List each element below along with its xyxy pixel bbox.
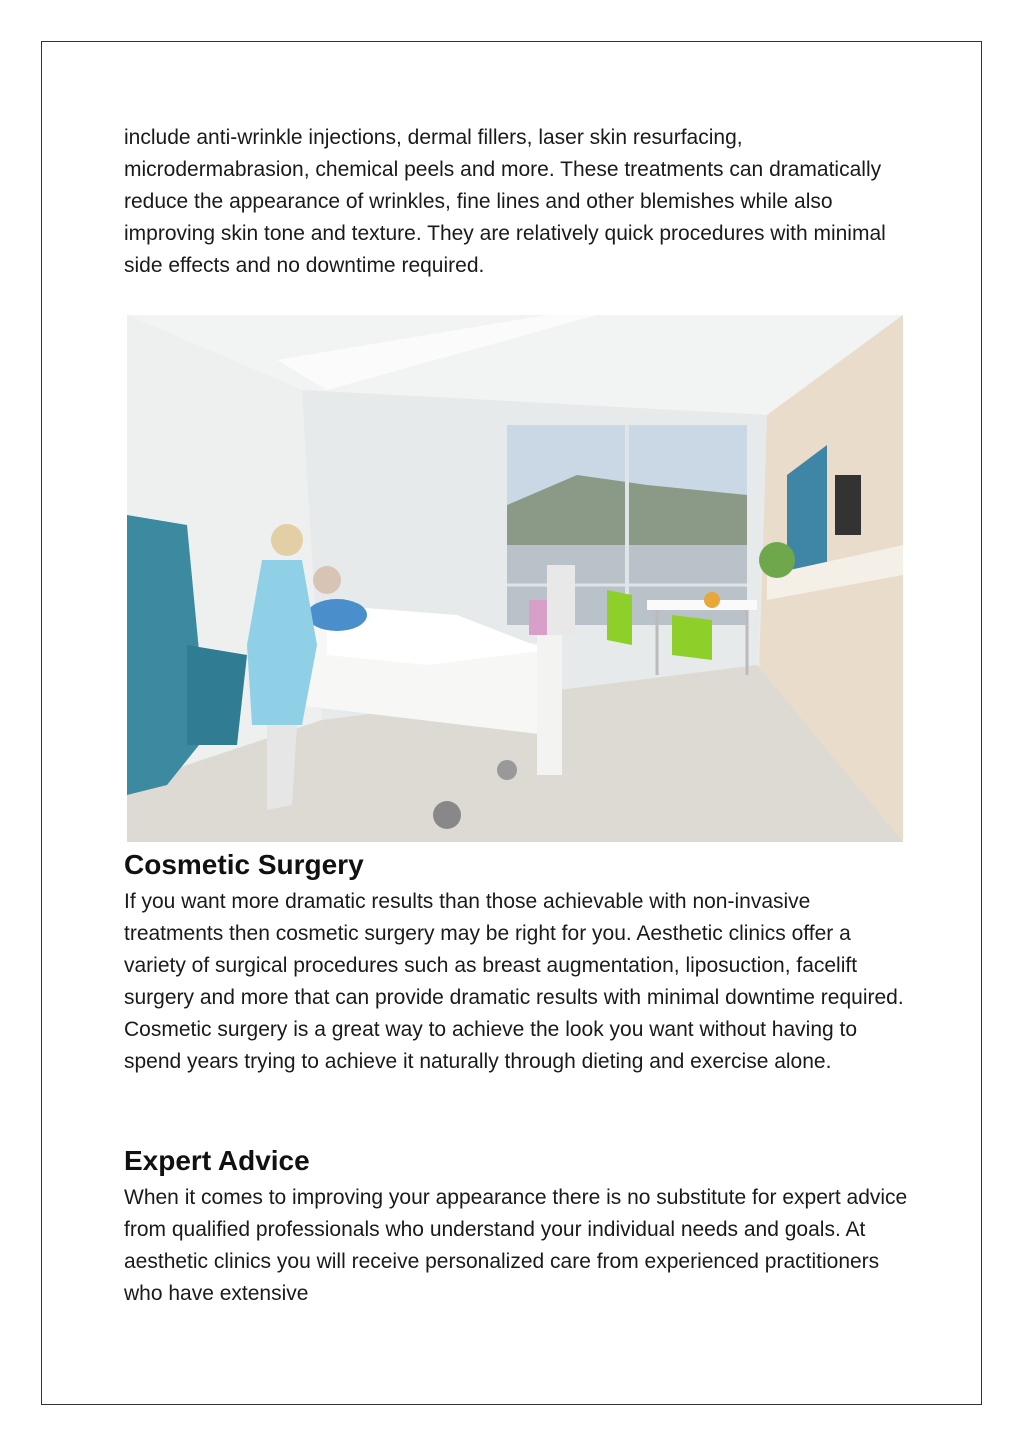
intro-paragraph: include anti-wrinkle injections, dermal fillers, laser skin resurfacing, microdermabrasion, chemical peels and more. These treatments can dramatically reduce the appearance of wrinkles, fine lines and other blemishes while also improving skin tone and texture. They are relatively quick procedures with minimal side effects and no downtime required.	[124, 126, 886, 277]
section-heading-expert-advice: Expert Advice	[124, 1145, 310, 1176]
section-body-cosmetic-surgery: If you want more dramatic results than those achievable with non-invasive treatments then cosmetic surgery may be right for you. Aesthetic clinics offer a variety of surgical procedures such as breast augmentation, liposuction, facelift surgery and more that can provide dramatic results with minimal downtime required. Cosmetic surgery is a great way to achieve the look you want without having to spend years trying to achieve it naturally through dieting and exercise alone.	[124, 890, 904, 1073]
section-body-expert-advice: When it comes to improving your appearance there is no substitute for expert advice from qualified professionals who understand your individual needs and goals. At aesthetic clinics you will receive personalized care from experienced practitioners who have extensive	[124, 1186, 908, 1305]
section-heading-cosmetic-surgery: Cosmetic Surgery	[124, 849, 364, 880]
hospital-room-photo	[127, 315, 903, 842]
